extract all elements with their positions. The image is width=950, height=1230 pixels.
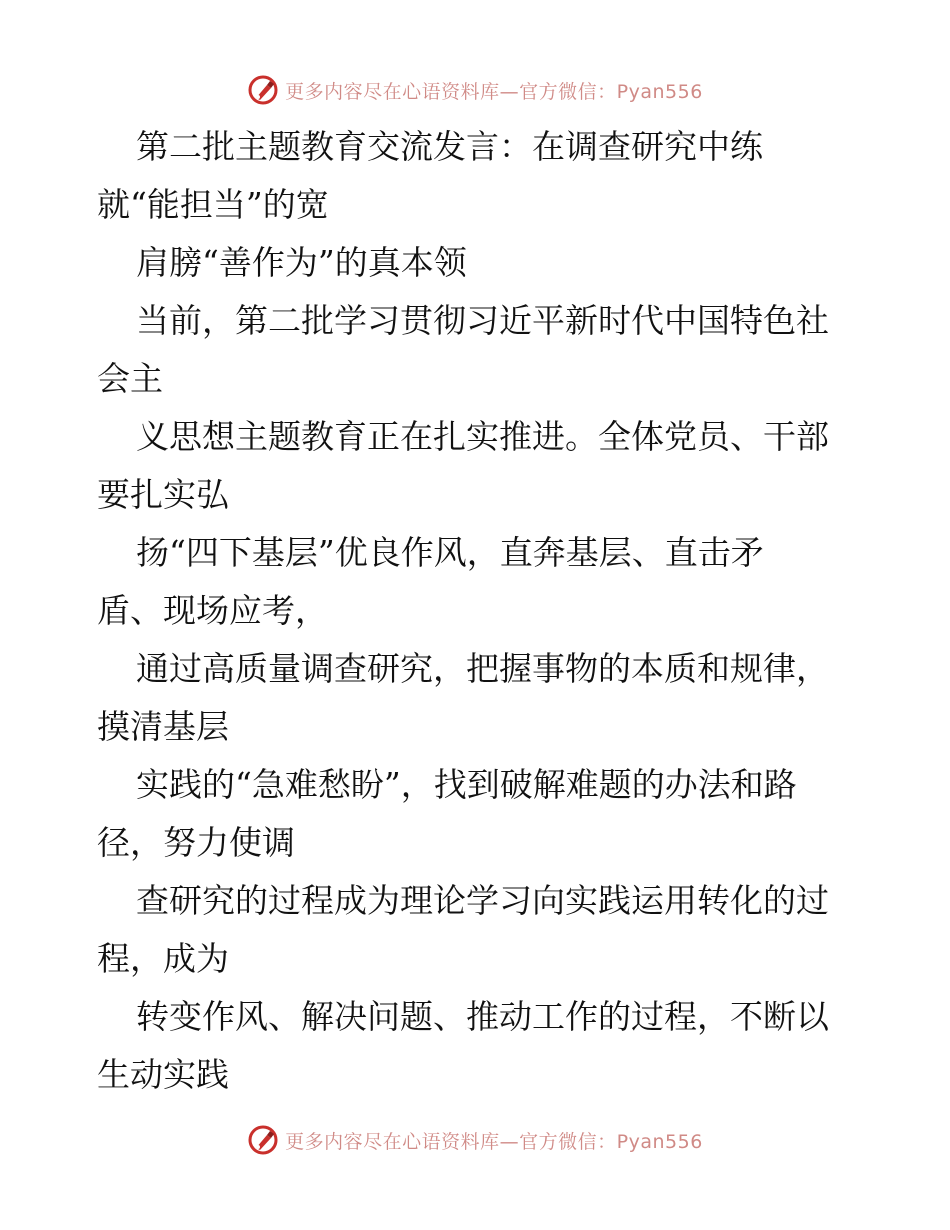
- pen-nib-logo-icon: [247, 74, 279, 106]
- footer-watermark: [0, 1120, 950, 1160]
- text-line: 径，努力使调: [97, 823, 295, 862]
- watermark-text: 更多内容尽在心语资料库—官方微信：Pyan556: [285, 1130, 703, 1153]
- text-line: 要扎实弘: [97, 475, 229, 514]
- text-line: 通过高质量调查研究，把握事物的本质和规律，: [136, 649, 829, 688]
- document-body: [0, 118, 950, 1104]
- text-line: 盾、现场应考，: [97, 591, 328, 630]
- text-line: 义思想主题教育正在扎实推进。全体党员、干部: [136, 417, 829, 456]
- text-line: 就“能担当”的宽: [97, 185, 329, 224]
- text-line: 会主: [97, 359, 163, 398]
- text-line: 实践的“急难愁盼”，找到破解难题的办法和路: [136, 765, 797, 804]
- text-line: 摸清基层: [97, 707, 229, 746]
- text-line: 扬“四下基层”优良作风，直奔基层、直击矛: [136, 533, 764, 572]
- pen-nib-logo-icon: [247, 1124, 279, 1156]
- text-line: 生动实践: [97, 1055, 229, 1094]
- text-line: 查研究的过程成为理论学习向实践运用转化的过: [136, 881, 829, 920]
- text-line: 当前，第二批学习贯彻习近平新时代中国特色社: [136, 301, 829, 340]
- text-line: 肩膀“善作为”的真本领: [136, 243, 467, 282]
- text-line: 第二批主题教育交流发言：在调查研究中练: [136, 127, 763, 166]
- text-line: 程，成为: [97, 939, 229, 978]
- text-line: 转变作风、解决问题、推动工作的过程，不断以: [136, 997, 829, 1036]
- watermark-text: 更多内容尽在心语资料库—官方微信：Pyan556: [285, 80, 703, 103]
- header-watermark: [0, 70, 950, 110]
